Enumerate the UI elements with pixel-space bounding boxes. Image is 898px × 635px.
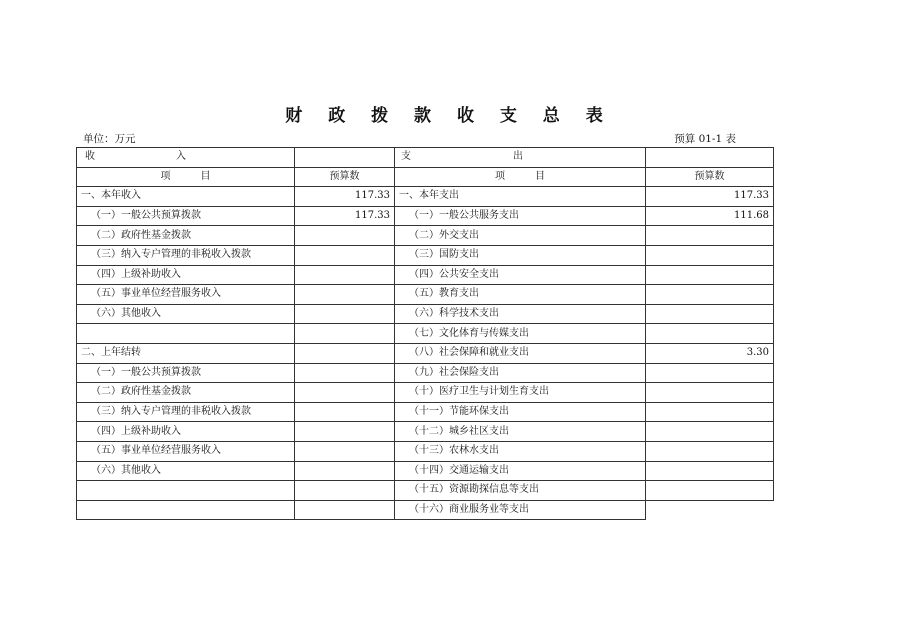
expense-value-cell: 3.30	[646, 343, 774, 363]
income-item-cell: （五）事业单位经营服务收入	[77, 285, 295, 305]
table-row	[77, 383, 774, 403]
income-value-cell: 117.33	[295, 206, 395, 226]
expense-item-header: 项 目	[395, 167, 646, 187]
expense-value-cell	[646, 500, 774, 520]
expense-item-cell: （六）科学技术支出	[395, 304, 646, 324]
expense-value-cell	[646, 245, 774, 265]
expense-value-cell	[646, 226, 774, 246]
income-value-cell	[295, 324, 395, 344]
income-section-header	[77, 148, 295, 168]
table-row	[77, 343, 774, 363]
table-row	[77, 441, 774, 461]
expense-item-cell: （一）一般公共服务支出	[395, 206, 646, 226]
table-row	[77, 265, 774, 285]
income-value-cell	[295, 383, 395, 403]
income-value-cell	[295, 461, 395, 481]
table-code: 预算 01-1 表	[674, 133, 736, 145]
income-header-left: 收	[85, 151, 95, 163]
income-item-cell: （二）政府性基金拨款	[77, 383, 295, 403]
income-value-cell	[295, 363, 395, 383]
income-item-cell: （三）纳入专户管理的非税收入拨款	[77, 402, 295, 422]
expense-item-cell: （十三）农林水支出	[395, 441, 646, 461]
table-row	[77, 285, 774, 305]
expense-header-left: 支	[401, 151, 411, 163]
table-row	[77, 245, 774, 265]
expense-header-blank	[646, 148, 774, 168]
table-row	[77, 324, 774, 344]
expense-value-cell	[646, 402, 774, 422]
income-item-header: 项 目	[77, 167, 295, 187]
expense-item-cell: （八）社会保障和就业支出	[395, 343, 646, 363]
table-row	[77, 481, 774, 501]
expense-section-header	[395, 148, 646, 168]
table-row	[77, 500, 774, 520]
expense-value-cell	[646, 422, 774, 442]
page-title: 财 政 拨 款 收 支 总 表	[285, 106, 613, 126]
expense-value-cell	[646, 441, 774, 461]
income-value-cell	[295, 285, 395, 305]
table-row	[77, 461, 774, 481]
expense-item-cell: （十二）城乡社区支出	[395, 422, 646, 442]
expense-value-cell	[646, 363, 774, 383]
section-header-row	[77, 148, 774, 168]
income-budget-header: 预算数	[295, 167, 395, 187]
income-item-cell: （一）一般公共预算拨款	[77, 363, 295, 383]
table-body	[77, 148, 774, 520]
table-row	[77, 402, 774, 422]
expense-value-cell: 117.33	[646, 187, 774, 207]
income-value-cell	[295, 265, 395, 285]
income-value-cell	[295, 422, 395, 442]
income-item-cell: （六）其他收入	[77, 461, 295, 481]
expense-value-cell	[646, 383, 774, 403]
income-value-cell	[295, 500, 395, 520]
expense-item-cell: （十六）商业服务业等支出	[395, 500, 646, 520]
income-value-cell	[295, 245, 395, 265]
expense-value-cell	[646, 304, 774, 324]
income-item-cell: （五）事业单位经营服务收入	[77, 441, 295, 461]
expense-item-cell: （七）文化体育与传媒支出	[395, 324, 646, 344]
expense-item-cell: （三）国防支出	[395, 245, 646, 265]
expense-item-cell: （五）教育支出	[395, 285, 646, 305]
income-item-cell: （二）政府性基金拨款	[77, 226, 295, 246]
expense-value-cell	[646, 265, 774, 285]
income-header-right: 入	[176, 151, 186, 163]
expense-value-cell	[646, 481, 774, 501]
expense-item-cell: （十）医疗卫生与计划生育支出	[395, 383, 646, 403]
income-item-cell	[77, 324, 295, 344]
income-item-cell	[77, 481, 295, 501]
expense-value-cell	[646, 285, 774, 305]
column-header-row	[77, 167, 774, 187]
expense-item-cell: （九）社会保险支出	[395, 363, 646, 383]
expense-value-cell: 111.68	[646, 206, 774, 226]
table-row	[77, 363, 774, 383]
income-item-cell: （四）上级补助收入	[77, 265, 295, 285]
income-item-cell: 一、本年收入	[77, 187, 295, 207]
income-item-cell: 二、上年结转	[77, 343, 295, 363]
income-item-cell: （六）其他收入	[77, 304, 295, 324]
expense-item-cell: （十五）资源勘探信息等支出	[395, 481, 646, 501]
expense-header-right: 出	[513, 151, 523, 163]
table-row	[77, 422, 774, 442]
income-value-cell	[295, 481, 395, 501]
expense-value-cell	[646, 324, 774, 344]
expense-item-cell: （二）外交支出	[395, 226, 646, 246]
income-item-cell: （三）纳入专户管理的非税收入拨款	[77, 245, 295, 265]
income-value-cell: 117.33	[295, 187, 395, 207]
income-value-cell	[295, 402, 395, 422]
expense-budget-header: 预算数	[646, 167, 774, 187]
budget-table	[76, 147, 774, 520]
table-row	[77, 187, 774, 207]
expense-item-cell: （四）公共安全支出	[395, 265, 646, 285]
income-value-cell	[295, 343, 395, 363]
table-row	[77, 206, 774, 226]
income-item-cell: （一）一般公共预算拨款	[77, 206, 295, 226]
unit-label: 单位：万元	[83, 133, 136, 145]
income-value-cell	[295, 304, 395, 324]
income-value-cell	[295, 441, 395, 461]
expense-item-cell: （十四）交通运输支出	[395, 461, 646, 481]
expense-item-cell: （十一）节能环保支出	[395, 402, 646, 422]
table-row	[77, 226, 774, 246]
expense-value-cell	[646, 461, 774, 481]
income-item-cell	[77, 500, 295, 520]
income-value-cell	[295, 226, 395, 246]
income-item-cell: （四）上级补助收入	[77, 422, 295, 442]
table-row	[77, 304, 774, 324]
income-header-blank	[295, 148, 395, 168]
expense-item-cell: 一、本年支出	[395, 187, 646, 207]
